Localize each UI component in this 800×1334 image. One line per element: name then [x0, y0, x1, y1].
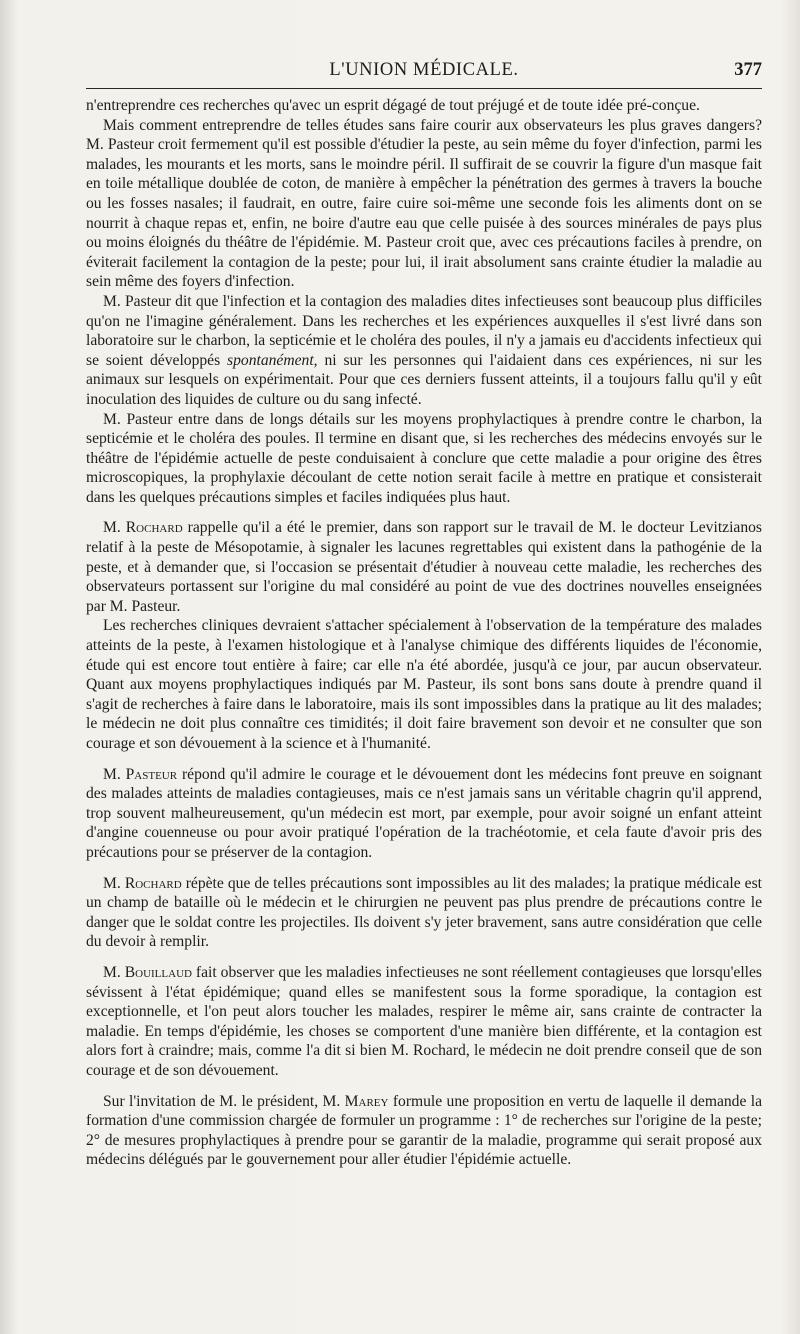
- speaker-name: Pasteur: [125, 765, 178, 783]
- paragraph-text: M. Pasteur dit que l'infection et la contagion des maladies dites infectieuses sont beaucoup plus difficiles qu'on ne l'imagine généralement. Dans les recherches et les expériences auxquelles il s'est livré dans son laboratoire sur le charbon, la septicémie et le choléra des poules, il n'y a jamais eu d'accidents infectieux qui se soient développés: [86, 292, 762, 369]
- paragraph-text: rappelle qu'il a été le premier, dans son rapport sur le travail de M. le docteur Levitzianos relatif à la peste de Mésopotamie, à signaler les lacunes regrettables qui existent dans la pathogénie de la peste, et à demander que, si l'occasion se présentait d'étudier à nouveau cette maladie, les recherches des observateurs portassent sur l'origine du mal considéré au point de vue des doctrines nouvelles enseignées par M. Pasteur.: [86, 519, 762, 615]
- speaker-name: Bouillaud: [124, 963, 192, 981]
- paragraph: [86, 963, 762, 1081]
- paragraph-text: M.: [103, 874, 125, 892]
- paragraph: [86, 96, 762, 116]
- running-header: [86, 58, 762, 86]
- paragraph: [86, 518, 762, 616]
- paragraph-text: fait observer que les maladies infectieuses ne sont réellement contagieuses que lorsqu'elles sévissent à l'état épidémique; quand elles se manifestent sous la forme sporadique, la contagion est exceptionnelle, et l'on peut alors toucher les malades, respirer le même air, sans crainte de contracter la maladie. En temps d'épidémie, les choses se comportent d'une manière bien différente, et la contagion est alors fort à craindre; mais, comme l'a dit si bien M. Rochard, le médecin ne doit prendre conseil que de son courage et de son dévouement.: [86, 963, 762, 1079]
- journal-title: L'UNION MÉDICALE.: [329, 60, 519, 80]
- paragraph-text: M.: [103, 519, 126, 537]
- paragraph-text: M. Pasteur entre dans de longs détails sur les moyens prophylactiques à prendre contre le charbon, la septicémie et le choléra des poules. Il termine en disant que, si les recherches des médecins envoyés sur le théâtre de l'épidémie actuelle de peste conduisaient à conclure que cette maladie a pour origine des êtres microscopiques, la prophylaxie découlant de cette notion serait facile à mettre en pratique et consisterait dans les quelques précautions simples et faciles indiquées plus haut.: [86, 410, 762, 506]
- paragraph-text: Les recherches cliniques devraient s'attacher spécialement à l'observation de la température des malades atteints de la peste, à l'examen histologique et à l'analyse chimique des différents liquides de l'économie, étude qui est encore tout entière à faire; car elle n'a été abordée, jusqu'à ce jour, par aucun observateur. Quant aux moyens prophylactiques indiqués par M. Pasteur, ils sont bons sans doute à prendre quand il s'agit de recherches à faire dans le laboratoire, mais ils sont impossibles dans la pratique au lit des malades; le médecin ne doit plus connaître ces timidités; il doit faire bravement son devoir et ne consulter que son courage et son dévouement à la science et à l'humanité.: [86, 617, 762, 752]
- paragraph: [86, 292, 762, 410]
- page-number: 377: [734, 60, 762, 80]
- paragraph-text: n'entreprendre ces recherches qu'avec un esprit dégagé de tout préjugé et de toute idée pré-conçue.: [86, 97, 700, 114]
- paragraph-text: , ni sur les personnes qui l'aidaient dans ces expériences, ni sur les animaux sur lesquels on expérimentait. Pour que ces derniers fussent atteints, il a toujours fallu qu'il y eût inoculation des liquides de culture ou du sang infecté.: [86, 351, 762, 408]
- paragraph-text: M.: [103, 963, 125, 981]
- article-body: [86, 96, 762, 1170]
- speaker-name: Rochard: [124, 874, 182, 892]
- paragraph-text: répète que de telles précautions sont impossibles au lit des malades; la pratique médicale est un champ de bataille où le médecin et le chirurgien ne peuvent pas plus prendre de précautions contre le danger que le soldat contre les projectiles. Ils doivent s'y jeter bravement, sans autre considération que celle du devoir à remplir.: [86, 874, 762, 951]
- paragraph-text: Sur l'invitation de M. le président, M.: [103, 1092, 345, 1110]
- paragraph: [86, 116, 762, 292]
- paragraph: [86, 874, 762, 952]
- emphasis-text: spontanément: [227, 351, 314, 369]
- paragraph: [86, 765, 762, 863]
- header-rule: [86, 88, 762, 89]
- speaker-name: Marey: [344, 1092, 389, 1110]
- paragraph-text: répond qu'il admire le courage et le dévouement dont les médecins font preuve en soignant des malades atteints de maladies contagieuses, mais ce n'est jamais sans un véritable chagrin qu'il apprend, trop souvent malheureusement, qu'un médecin est mort, par exemple, pour avoir soigné un enfant atteint d'angine couenneuse ou pour avoir pratiqué l'opération de la trachéotomie, et cela faute d'avoir pris des précautions pour se préserver de la contagion.: [86, 765, 762, 861]
- paragraph: [86, 616, 762, 753]
- paragraph-text: M.: [103, 765, 126, 783]
- paragraph: [86, 410, 762, 508]
- paragraph-text: Mais comment entreprendre de telles études sans faire courir aux observateurs les plus graves dangers? M. Pasteur croit fermement qu'il est possible d'étudier la peste, au sein même du foyer d'infection, parmi les malades, les mourants et les morts, sans le moindre péril. Il suffirait de se couvrir la figure d'un masque fait en toile métallique doublée de coton, de manière à empêcher la pénétration des germes à travers la bouche ou les fosses nasales; il faudrait, en outre, faire cuire soi-même une seconde fois les aliments dont on se nourrit à chaque repas et, enfin, ne boire d'autre eau que celle puisée à des sources minérales de pays plus ou moins éloignés du théâtre de l'épidémie. M. Pasteur croit que, avec ces précautions faciles à prendre, on éviterait facilement la contagion de la peste; pour lui, il irait absolument sans crainte étudier la maladie au sein même des foyers d'infection.: [86, 116, 762, 291]
- paragraph-text: formule une proposition en vertu de laquelle il demande la formation d'une commission chargée de formuler un programme : 1° de recherches sur l'origine de la peste; 2° de mesures prophylactiques à prendre pour se garantir de la maladie, programme qui serait proposé aux médecins délégués par le gouvernement pour aller étudier l'épidémie actuelle.: [86, 1092, 763, 1169]
- paragraph: [86, 1092, 762, 1170]
- speaker-name: Rochard: [125, 519, 183, 537]
